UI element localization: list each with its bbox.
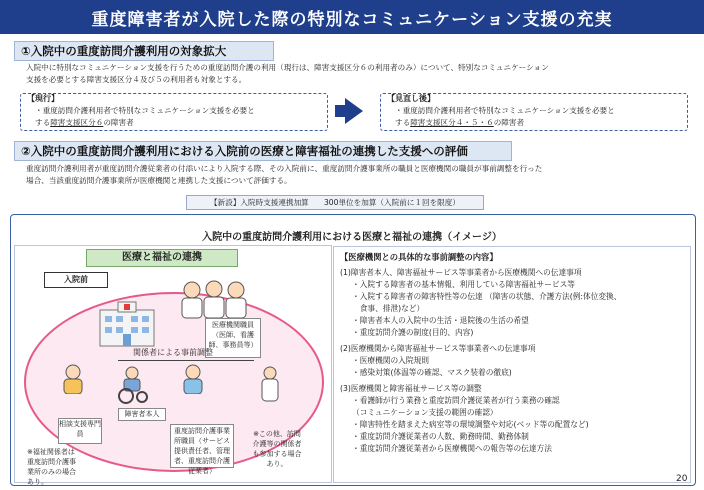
details-item: ・医療機関の入院規則: [352, 356, 429, 365]
current-line2-underlined: 障害支援区分６: [50, 118, 104, 127]
section2-para-line2: 場合、当該重度訪問介護事業所が医療機関と連携した支援について評価する。: [26, 176, 292, 185]
current-line2-pre: する: [35, 118, 51, 127]
coordination-line: [118, 360, 254, 361]
page-number: 20: [676, 474, 688, 484]
details-item: 食事、排泄)など）: [352, 304, 425, 313]
note2-label: ※この他、訪問介護等の関係者も参加する場合あり。: [252, 430, 302, 468]
revised-text: [395, 105, 615, 129]
details-item: ・障害特性を踏まえた病室等の環境調整や対応(ベッド等の配置など): [352, 420, 589, 429]
section2-para-line1: 重度訪問介護利用者が重度訪問介護従業者の付添いにより入院する際、その入院前に、重度訪問介護事業所の職員と医療機関の職員が事前調整を行った: [26, 164, 543, 173]
details-item: （コミュニケーション支援の範囲の確認）: [352, 408, 498, 417]
section1-heading: ①入院中の重度訪問介護利用の対象拡大: [14, 41, 274, 61]
new-addition-tag: 【新設】入院時支援連携加算 300単位を加算（入院前に１回を限度）: [186, 195, 484, 210]
current-line1: ・重度訪問介護利用者で特別なコミュニケーション支援を必要と: [35, 106, 255, 115]
coordination-label: 関係者による事前調整: [133, 348, 213, 357]
current-text: [35, 105, 255, 129]
pre-admission-label: 入院前: [44, 272, 108, 288]
current-label: 【現行】: [27, 94, 59, 103]
details-item: ・重度訪問介護の制度(目的、内容): [352, 328, 474, 337]
care-office-label: 重度訪問介護事業所職員（サービス提供責任者、管理者、重度訪問介護従業者）: [170, 424, 234, 468]
consultant-label: 相談支援専門員: [58, 418, 102, 444]
details-item: ・重度訪問介護従業者から医療機関への報告等の伝達方法: [352, 444, 552, 453]
medical-staff-icon: [178, 280, 250, 320]
page-title: 重度障害者が入院した際の特別なコミュニケーション支援の充実: [0, 0, 704, 34]
nurse-icon: [258, 366, 282, 402]
current-box: [20, 93, 328, 131]
details-list: [340, 267, 686, 455]
person-label: 障害者本人: [118, 408, 166, 421]
care-worker-icon: [180, 364, 206, 394]
revised-line2: [395, 117, 615, 129]
section1-para-line1: 入院中に特別なコミュニケーション支援を行うための重度訪問介護の利用（現行は、障害支援区分６の利用者のみ）について、特別なコミュニケーション: [26, 63, 549, 72]
hospital-icon: [96, 300, 158, 348]
details-item: ・入院する障害者の基本情報、利用している障害福祉サービス等: [352, 280, 575, 289]
panel-title: 入院中の重度訪問介護利用における医療と福祉の連携（イメージ）: [202, 232, 502, 243]
current-line2-post: の障害者: [103, 118, 134, 127]
wheelchair-user-icon: [112, 366, 152, 404]
medical-staff-label: 医療機関職員（医師、看護師、事務員等）: [205, 318, 261, 358]
diagram-heading: 医療と福祉の連携: [86, 249, 238, 267]
revised-line2-post: の障害者: [493, 118, 525, 127]
details-item: (3)医療機関と障害福祉サービス等の調整: [340, 384, 482, 393]
section1-paragraph: [26, 62, 696, 86]
section2-paragraph: [26, 163, 696, 187]
revised-line1: ・重度訪問介護利用者で特別なコミュニケーション支援を必要と: [395, 106, 615, 115]
current-line2: [35, 117, 255, 129]
details-item: ・入院する障害者の障害特性等の伝達 （障害の状態、介護方法(例:体位変換、: [352, 292, 622, 301]
details-item: ・感染対策(体温等の確認、マスク装着の徹底): [352, 368, 512, 377]
details-heading: 【医療機関との具体的な事前調整の内容】: [340, 252, 498, 262]
section2-heading: ②入院中の重度訪問介護利用における入院前の医療と障害福祉の連携した支援への評価: [14, 141, 512, 161]
details-item: ・障害者本人の入院中の生活・退院後の生活の希望: [352, 316, 529, 325]
details-item: (1)障害者本人、障害福祉サービス等事業者から医療機関への伝達事項: [340, 268, 582, 277]
section1-para-line2: 支援を必要とする障害支援区分４及び５の利用者も対象とする。: [26, 75, 247, 84]
revised-line2-underlined: 障害支援区分４・５・６: [410, 118, 494, 127]
revised-label: 【見直し後】: [387, 94, 435, 103]
arrow-right-icon: [335, 98, 363, 124]
consultant-icon: [60, 364, 86, 394]
details-item: ・重度訪問介護従業者の人数、勤務時間、勤務体制: [352, 432, 529, 441]
details-item: (2)医療機関から障害福祉サービス等事業者への伝達事項: [340, 344, 536, 353]
revised-box: [380, 93, 688, 131]
details-item: ・看護師が行う業務と重度訪問介護従業者が行う業務の確認: [352, 396, 560, 405]
revised-line2-pre: する: [395, 118, 411, 127]
note1-label: ※福祉関係者は重度訪問介護事業所のみの場合あり。: [27, 448, 76, 486]
